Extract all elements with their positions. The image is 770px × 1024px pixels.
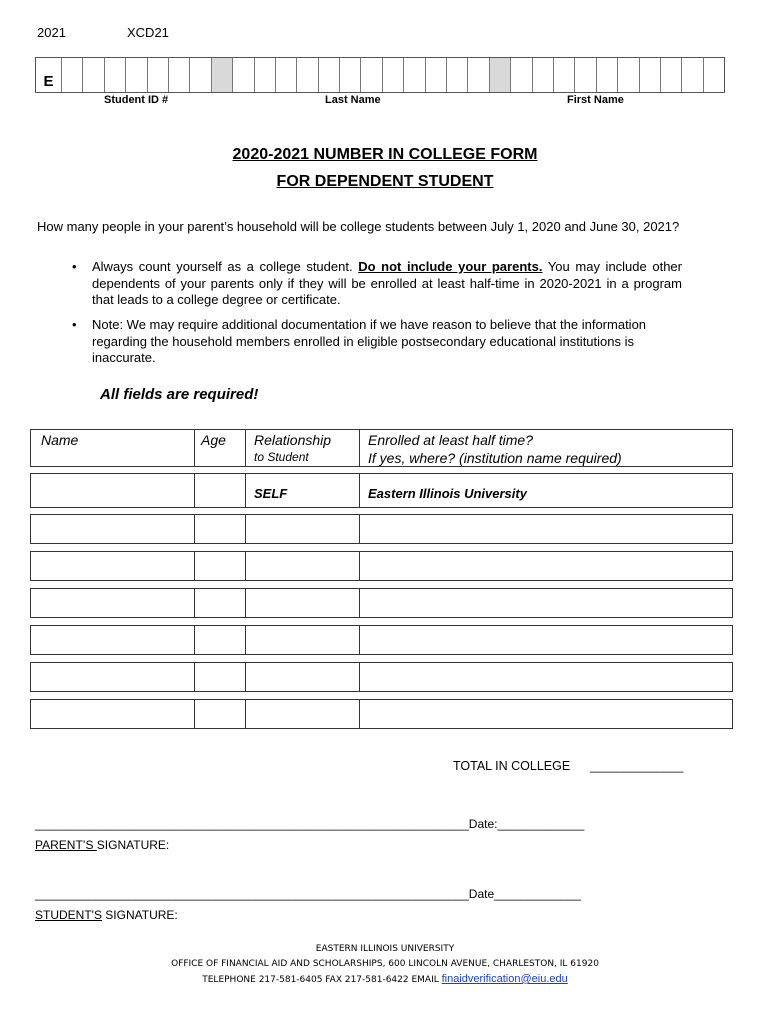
- first-name-box[interactable]: [554, 58, 575, 92]
- separator-box: [490, 58, 511, 92]
- header-age-cell: [195, 430, 246, 466]
- first-name-box[interactable]: [704, 58, 724, 92]
- table-row: [30, 699, 733, 729]
- bullet-1-post: You may include other dependents of your parents only if they will be enrolled at least half-time in 2020-2021 in a program that leads to a college degree or certificate.: [92, 259, 682, 307]
- header-enrolled: Enrolled at least half time?: [368, 432, 533, 448]
- name-field[interactable]: [31, 626, 195, 654]
- required-note: All fields are required!: [100, 386, 259, 403]
- first-name-box[interactable]: [682, 58, 703, 92]
- last-name-box[interactable]: [383, 58, 404, 92]
- separator-box: [212, 58, 233, 92]
- last-name-box[interactable]: [319, 58, 340, 92]
- last-name-box[interactable]: [404, 58, 425, 92]
- table-row: [30, 625, 733, 655]
- bullet-icon: •: [72, 259, 77, 274]
- student-id-label: Student ID #: [104, 94, 169, 106]
- bullet-1-emphasis: Do not include your parents.: [358, 259, 543, 274]
- header-age: Age: [201, 432, 226, 448]
- last-name-box[interactable]: [233, 58, 254, 92]
- parent-signature-label: [35, 838, 169, 852]
- parent-signature-line[interactable]: _________________________________________________________________Date:_____________: [35, 817, 585, 831]
- footer-contact: [0, 973, 770, 985]
- name-field[interactable]: [31, 515, 195, 543]
- student-signature-line[interactable]: _________________________________________________________________Date_____________: [35, 887, 581, 901]
- age-field[interactable]: [195, 515, 246, 543]
- relationship-field[interactable]: [246, 474, 360, 507]
- parent-label-underlined: PARENT’S: [35, 838, 97, 852]
- id-name-boxes: [35, 57, 725, 93]
- table-row: [30, 662, 733, 692]
- institution-field[interactable]: [360, 552, 732, 580]
- last-name-box[interactable]: [276, 58, 297, 92]
- name-field[interactable]: [31, 474, 195, 507]
- age-field[interactable]: [195, 700, 246, 728]
- relationship-field[interactable]: [246, 700, 360, 728]
- institution-field[interactable]: [360, 700, 732, 728]
- student-label-rest: SIGNATURE:: [101, 908, 178, 922]
- age-field[interactable]: [195, 626, 246, 654]
- name-field[interactable]: [31, 663, 195, 691]
- first-name-box[interactable]: [618, 58, 639, 92]
- header-name-cell: [31, 430, 195, 466]
- header-relationship-sub: to Student: [254, 450, 309, 464]
- age-field[interactable]: [195, 589, 246, 617]
- relationship-field[interactable]: [246, 515, 360, 543]
- table-row: [30, 514, 733, 544]
- bullet-count-yourself: [92, 259, 682, 309]
- last-name-box[interactable]: [340, 58, 361, 92]
- name-field[interactable]: [31, 552, 195, 580]
- question-text: How many people in your parent’s household will be college students between July 1, 2020 and June 30, 2021?: [37, 219, 680, 234]
- relationship-field[interactable]: [246, 626, 360, 654]
- bullet-icon: •: [72, 317, 77, 332]
- relationship-field[interactable]: [246, 663, 360, 691]
- first-name-box[interactable]: [575, 58, 596, 92]
- table-row: [30, 588, 733, 618]
- table-row: [30, 473, 733, 508]
- form-title: 2020-2021 NUMBER IN COLLEGE FORM: [232, 146, 538, 163]
- first-name-label: First Name: [567, 94, 624, 106]
- last-name-box[interactable]: [447, 58, 468, 92]
- total-input[interactable]: ______________: [590, 759, 684, 773]
- last-name-box[interactable]: [297, 58, 318, 92]
- total-label: TOTAL IN COLLEGE: [453, 759, 571, 773]
- last-name-box[interactable]: [468, 58, 489, 92]
- name-field[interactable]: [31, 700, 195, 728]
- header-enrolled-sub: If yes, where? (institution name required): [368, 450, 622, 466]
- id-box[interactable]: [148, 58, 169, 92]
- footer-phone-fax: TELEPHONE 217-581-6405 FAX 217-581-6422 EMAIL: [202, 975, 442, 985]
- relationship-field[interactable]: [246, 552, 360, 580]
- bullet-1-pre: Always count yourself as a college student.: [92, 259, 359, 274]
- institution-field[interactable]: [360, 515, 732, 543]
- id-prefix: E: [36, 58, 62, 92]
- self-institution: Eastern Illinois University: [368, 486, 527, 501]
- age-field[interactable]: [195, 663, 246, 691]
- header-name: Name: [41, 432, 79, 448]
- id-box[interactable]: [190, 58, 211, 92]
- student-signature-label: [35, 908, 178, 922]
- id-box[interactable]: [62, 58, 83, 92]
- parent-label-rest: SIGNATURE:: [96, 838, 170, 852]
- form-subtitle: FOR DEPENDENT STUDENT: [276, 173, 494, 190]
- form-code: XCD21: [127, 25, 169, 40]
- first-name-box[interactable]: [661, 58, 682, 92]
- id-box[interactable]: [126, 58, 147, 92]
- institution-field[interactable]: [360, 589, 732, 617]
- last-name-label: Last Name: [325, 94, 381, 106]
- header-relationship: Relationship: [254, 432, 332, 448]
- footer-address: OFFICE OF FINANCIAL AID AND SCHOLARSHIPS, 600 LINCOLN AVENUE, CHARLESTON, IL 61920: [171, 959, 599, 969]
- bullet-documentation-note: Note: We may require additional documentation if we have reason to believe that the information regarding the household members enrolled in eligible postsecondary educational institutions is inaccurate.: [92, 317, 647, 365]
- first-name-box[interactable]: [640, 58, 661, 92]
- last-name-box[interactable]: [361, 58, 382, 92]
- form-year: 2021: [37, 25, 66, 40]
- last-name-box[interactable]: [426, 58, 447, 92]
- id-box[interactable]: [83, 58, 104, 92]
- email-link[interactable]: finaidverification@eiu.edu: [441, 973, 568, 985]
- name-field[interactable]: [31, 589, 195, 617]
- table-header-row: [30, 429, 733, 467]
- last-name-box[interactable]: [255, 58, 276, 92]
- self-relationship: SELF: [254, 486, 288, 501]
- relationship-field[interactable]: [246, 589, 360, 617]
- id-box[interactable]: [105, 58, 126, 92]
- header-enrolled-cell: [360, 430, 732, 466]
- first-name-box[interactable]: [533, 58, 554, 92]
- first-name-box[interactable]: [597, 58, 618, 92]
- first-name-box[interactable]: [511, 58, 532, 92]
- age-field[interactable]: [195, 552, 246, 580]
- id-box[interactable]: [169, 58, 190, 92]
- institution-field[interactable]: [360, 474, 732, 507]
- institution-field[interactable]: [360, 663, 732, 691]
- age-field[interactable]: [195, 474, 246, 507]
- student-label-underlined: STUDENT'S: [35, 908, 102, 922]
- institution-field[interactable]: [360, 626, 732, 654]
- header-relationship-cell: [246, 430, 360, 466]
- footer-university: EASTERN ILLINOIS UNIVERSITY: [315, 944, 455, 954]
- table-row: [30, 551, 733, 581]
